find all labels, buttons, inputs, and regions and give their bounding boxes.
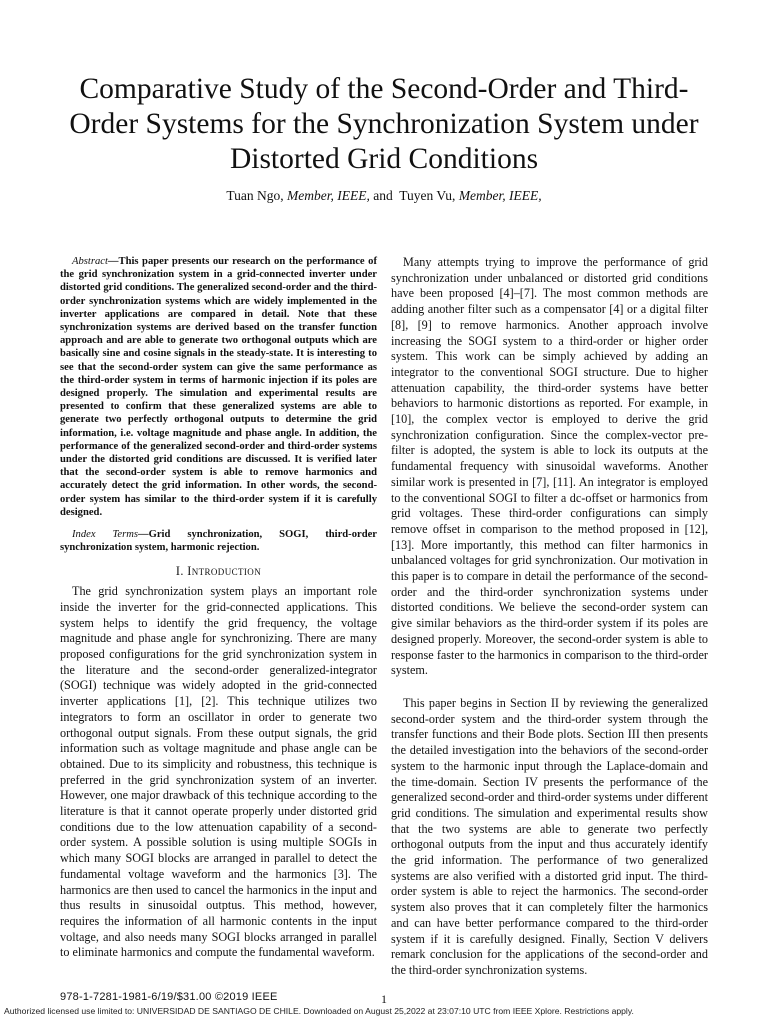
abstract [60, 255, 377, 519]
license-notice: Authorized licensed use limited to: UNIVERSIDAD DE SANTIAGO DE CHILE. Downloaded on August 25,2022 at 23:07:10 UTC from IEEE Xplore. Restrictions apply. [4, 1006, 634, 1016]
copyright-footer: 978-1-7281-1981-6/19/$31.00 ©2019 IEEE [60, 991, 278, 1003]
intro-paragraph-3: This paper begins in Section II by reviewing the generalized second-order system and the third-order system through the transfer functions and their Bode plots. Section III then presents the detailed investigation into the behaviors of the second-order system to the harmonic input through the Laplace-domain and the time-domain. Section IV presents the performance of the generalized second-order and third-order systems under different grid conditions. The simulation and experimental results show that the two systems are able to generate two perfectly orthogonal outputs from the input and thus accurately identify the grid information. The performance of two generalized systems are also verified with a distorted grid input. The third-order system is able to reject the harmonics. The second-order system also proves that it can completely filter the harmonics and can have better performance compared to the third-order system if it is carefully designed. Finally, Section V delivers remark conclusion for the applications of the second-order and the third-order synchronization systems. [391, 695, 708, 977]
author-1-name: Tuan Ngo, [226, 188, 284, 203]
paper-title: Comparative Study of the Second-Order and Third-Order Systems for the Synchronization System under Distorted Grid Conditions [69, 73, 699, 175]
author-2-name: Tuyen Vu, [399, 188, 456, 203]
abstract-text: —This paper presents our research on the performance of the grid synchronization system in a grid-connected inverter under distorted grid conditions. The generalized second-order and the third-order synchronization systems which are widely implemented in the inverter applications are compared in detail. Note that these synchronization systems are derived based on the transfer function approach and are able to generate two orthogonal outputs which are basically sine and cosine signals in the steady-state. It is interesting to see that the second-order system can give the same performance as the third-order system in terms of harmonic injection if its poles are designed properly. The simulation and experimental results are presented to confirm that these generalized systems are able to generate two perfectly orthogonal outputs to determine the grid information, i.e. voltage magnitude and phase angle. In addition, the performance of the generalized second-order and third-order systems under the distorted grid conditions are discussed. It is verified later that the second-order system is able to remove harmonics and accurately detect the grid information. In other words, the second-order system has similar to the third-order system if it is carefully designed. [60, 256, 377, 518]
page-number: 1 [381, 992, 387, 1006]
section-number: I. [175, 564, 184, 579]
left-column [60, 255, 377, 961]
section-heading-introduction [60, 564, 377, 580]
index-terms-label: Index Terms [72, 529, 138, 541]
intro-paragraph-2: Many attempts trying to improve the performance of grid synchronization under unbalanced or distorted grid conditions have been proposed [4]–[7]. The most common methods are adding another filter such as a compensator [4] or a digital filter [8], [9] to remove harmonics. Another approach involve increasing the SOGI system to a third-order or higher order system. This work can be simply achieved by adding an integrator to the conventional SOGI structure. Due to higher attenuation capability, the third-order systems have better behaviors to harmonic distortions as reported. For example, in [10], the complex vector is employed to derive the grid synchronization configuration. Since the complex-vector pre-filter is adopted, the system is able to lock its outputs at the fundamental frequency with sinusoidal waveforms. Another similar work is presented in [7], [11]. An integrator is employed to the conventional SOGI to filter a dc-offset or harmonics from grid voltages. These third-order configurations can simply remove offset in comparison to the method proposed in [12], [13]. More importantly, this method can filter harmonics in unbalanced voltages for grid synchronization. Our motivation in this paper is to compare in detail the performance of the second-order and the third-order synchronization systems under distorted conditions. We believe the second-order system can give similar behaviors as the third-order system if its poles are designed properly. Moreover, the second-order system is able to response faster to the harmonics in comparison to the third-order system. [391, 255, 708, 678]
author-line [60, 188, 708, 204]
abstract-label: Abstract [72, 256, 108, 267]
intro-paragraph-1: The grid synchronization system plays an important role inside the inverter for the grid-connected applications. This system helps to identify the grid frequency, the voltage magnitude and phase angle for synchronizing. There are many proposed configurations for the grid synchronization system in the literature and the second-order generalized-integrator (SOGI) technique was widely adopted in the grid-connected inverter applications [1], [2]. This technique utilizes two integrators to form an oscillator in order to generate two orthogonal output signals. From these output signals, the grid information such as voltage magnitude and phase angle can be obtained. Due to its simplicity and robustness, this technique is preferred in the grid synchronization system of an inverter. However, one major drawback of this technique according to the literature is that it cannot operate properly under distorted grid conditions due to the low attenuation capability of a second-order system. A possible solution is using multiple SOGIs in which many SOGI blocks are arranged in parallel to detect the fundamental voltage waveform and the harmonics [3]. The harmonics are then used to cancel the harmonics in the input and thus results in sinusoidal outptus. This method, however, requires the information of all harmonic contents in the input voltage, and also needs many SOGI blocks arranged in parallel to eliminate harmonics and compute the fundamental waveform. [60, 584, 377, 960]
index-terms [60, 528, 377, 554]
right-column [391, 255, 708, 979]
section-title: Introduction [187, 564, 262, 579]
author-conjunction: and [373, 188, 393, 203]
author-1-role: Member, IEEE, [286, 188, 370, 203]
author-2-role: Member, IEEE, [458, 188, 542, 203]
index-terms-text: —Grid synchronization, SOGI, third-order synchronization system, harmonic rejection. [60, 529, 377, 554]
